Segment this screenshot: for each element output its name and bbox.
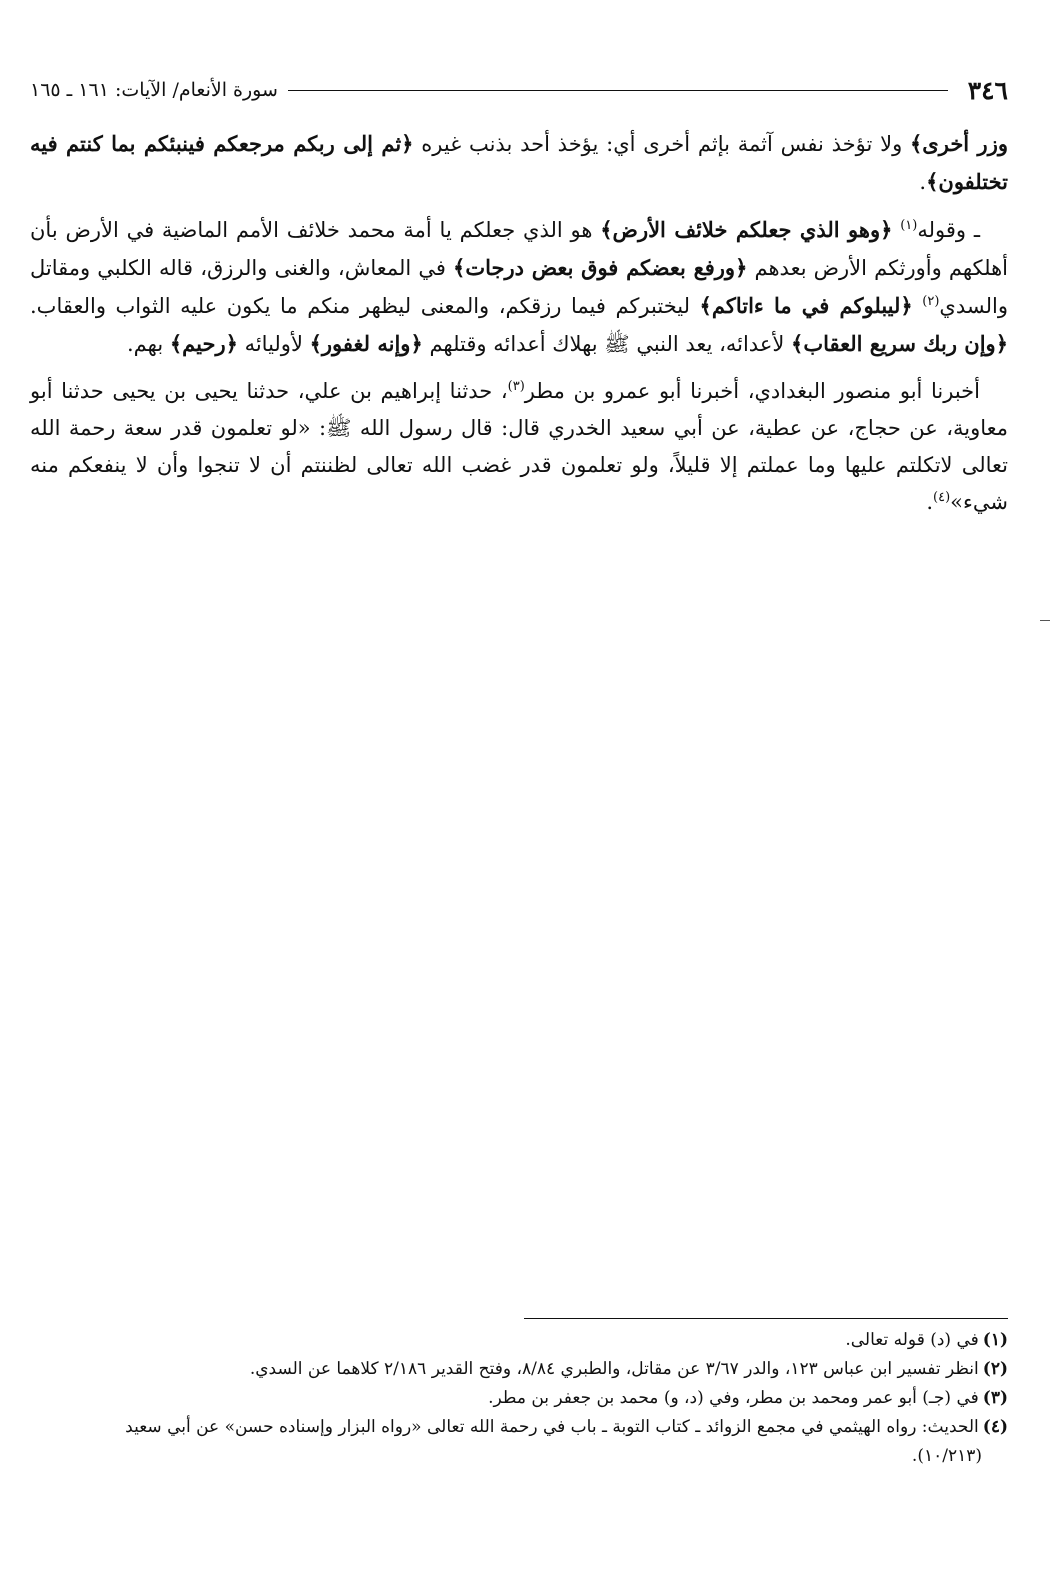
footnote-text: الحديث: رواه الهيثمي في مجمع الزوائد ـ كتاب التوبة ـ باب في رحمة الله تعالى «رواه البزار وإسناده حسن» عن أبي سعيد — [125, 1417, 979, 1437]
quran-quote: ﴿وهو الذي جعلكم خلائف الأرض﴾ — [600, 217, 893, 242]
footnote-ref: (١) — [900, 218, 918, 233]
margin-mark — [1040, 620, 1050, 621]
text-run: ولا تؤخذ نفس آثمة بإثم أخرى أي: يؤخذ أحد بذنب غيره — [413, 132, 910, 156]
quran-quote: ﴿وإن ربك سريع العقاب﴾ — [791, 331, 1008, 356]
footnote-text: في (د) قوله تعالى. — [845, 1330, 979, 1350]
footnote-ref: (٤) — [933, 490, 951, 505]
footnote-number: (٤) — [982, 1417, 1008, 1437]
text-run: لأوليائه — [237, 332, 310, 356]
text-run: . — [926, 490, 934, 514]
quran-quote: ﴿ثم إلى ربكم مرجعكم فينبئكم بما كنتم فيه تختلفون﴾ — [30, 131, 1008, 194]
page-number: ٣٤٦ — [967, 75, 1008, 105]
text-run: ليختبركم فيما رزقكم، والمعنى ليظهر منكم ما يكون عليه الثواب والعقاب. — [30, 294, 700, 318]
footnote-ref: (٢) — [922, 294, 940, 309]
text-run: . — [919, 170, 927, 194]
footnote-text: انظر تفسير ابن عباس ١٢٣، والدر ٣/٦٧ عن مقاتل، والطبري ٨/٨٤، وفتح القدير ٢/١٨٦ كلاهما عن السدي. — [249, 1359, 979, 1379]
footnote-number: (٢) — [982, 1359, 1008, 1379]
text-run: ـ وقوله — [917, 218, 980, 242]
text-run: في المعاش، والغنى والرزق، قاله الكلبي ومقاتل والسدي — [30, 256, 1008, 318]
page-header — [30, 70, 1008, 110]
quran-quote: ﴿وإنه لغفور﴾ — [309, 331, 423, 356]
quran-quote: ﴿ليبلوكم في ما ءاتاكم﴾ — [699, 293, 913, 318]
footnote — [30, 1355, 1008, 1384]
footnote — [30, 1384, 1008, 1413]
running-title: سورة الأنعام/ الآيات: ١٦١ ـ ١٦٥ — [30, 79, 278, 101]
text-run: أخبرنا أبو منصور البغدادي، أخبرنا أبو عمرو بن مطر — [524, 379, 980, 403]
main-text — [30, 125, 1008, 531]
paragraph — [30, 125, 1008, 201]
footnote-number: (٣) — [982, 1388, 1008, 1408]
paragraph — [30, 373, 1008, 521]
text-run: بهم. — [126, 332, 170, 356]
paragraph — [30, 211, 1008, 363]
text-run: لأعدائه، يعد النبي ﷺ بهلاك أعدائه وقتلهم — [422, 332, 792, 356]
quran-quote: ﴿رحيم﴾ — [169, 331, 238, 356]
text-run: ، حدثنا إبراهيم بن علي، حدثنا يحيى بن يحيى حدثنا أبو معاوية، عن حجاج، عن عطية، عن أبي سعيد الخدري قال: قال رسول الله ﷺ: «لو تعلمون قدر سعة رحمة الله تعالى لاتكلتم عليها وما عملتم إلا قليلاً، ولو تعلمون قدر غضب الله تعالى لظننتم أن لا تنجوا وأن لا ينفعكم منه شيء» — [30, 379, 1008, 514]
footnote — [30, 1413, 1008, 1471]
footnote-number: (١) — [982, 1330, 1008, 1350]
quran-quote: وزر أخرى﴾ — [910, 131, 1008, 156]
header-rule — [288, 90, 948, 91]
footnote-ref: (٣) — [507, 379, 525, 394]
text-run — [913, 294, 923, 318]
quran-quote: ﴿ورفع بعضكم فوق بعض درجات﴾ — [453, 255, 748, 280]
footnotes — [30, 1326, 1008, 1471]
footnote-text: (١٠/٢١٣). — [911, 1446, 982, 1466]
footnote — [30, 1326, 1008, 1355]
text-run: هو الذي جعلكم يا أمة محمد خلائف الأمم الماضية في الأرض بأن أهلكهم وأورثكم الأرض بعدهم — [30, 218, 1009, 280]
footnote-text: في (جـ) أبو عمر ومحمد بن مطر، وفي (د، و) محمد بن جعفر بن مطر. — [488, 1388, 979, 1408]
footnote-separator — [524, 1318, 1008, 1319]
